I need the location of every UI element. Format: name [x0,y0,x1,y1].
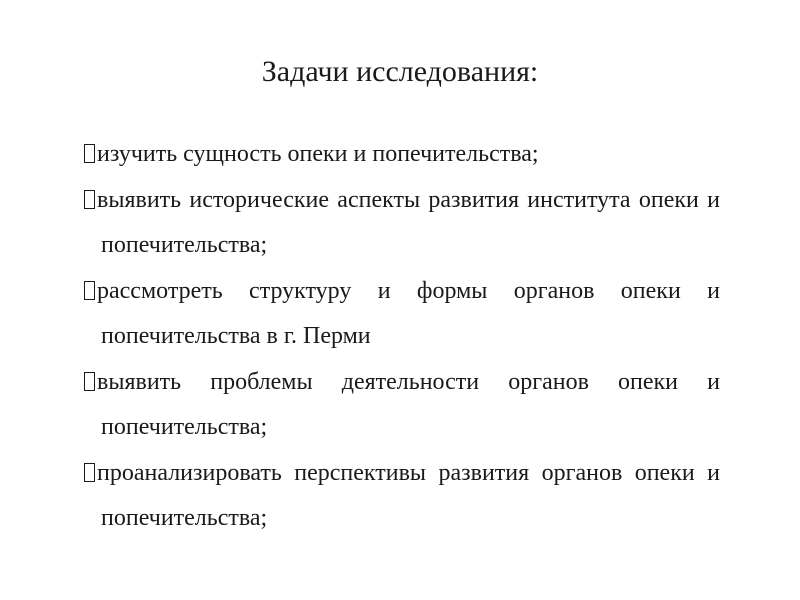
list-item-text: выявить исторические аспекты развития института опеки и попечительства; [97,187,720,258]
task-list [84,132,720,542]
list-item-text: выявить проблемы деятельности органов опеки и попечительства; [97,369,720,440]
list-item-text: изучить сущность опеки и попечительства; [97,141,539,167]
missing-glyph-box-icon [84,281,95,300]
list-item [84,132,720,177]
missing-glyph-box-icon [84,372,95,391]
missing-glyph-box-icon [84,463,95,482]
list-item [84,451,720,541]
list-item [84,269,720,359]
list-item [84,178,720,268]
list-item-text: проанализировать перспективы развития органов опеки и попечительства; [97,460,720,531]
missing-glyph-box-icon [84,144,95,163]
slide-title: Задачи исследования: [261,55,539,88]
missing-glyph-box-icon [84,190,95,209]
list-item [84,360,720,450]
list-item-text: рассмотреть структуру и формы органов опеки и попечительства в г. Перми [97,278,720,349]
